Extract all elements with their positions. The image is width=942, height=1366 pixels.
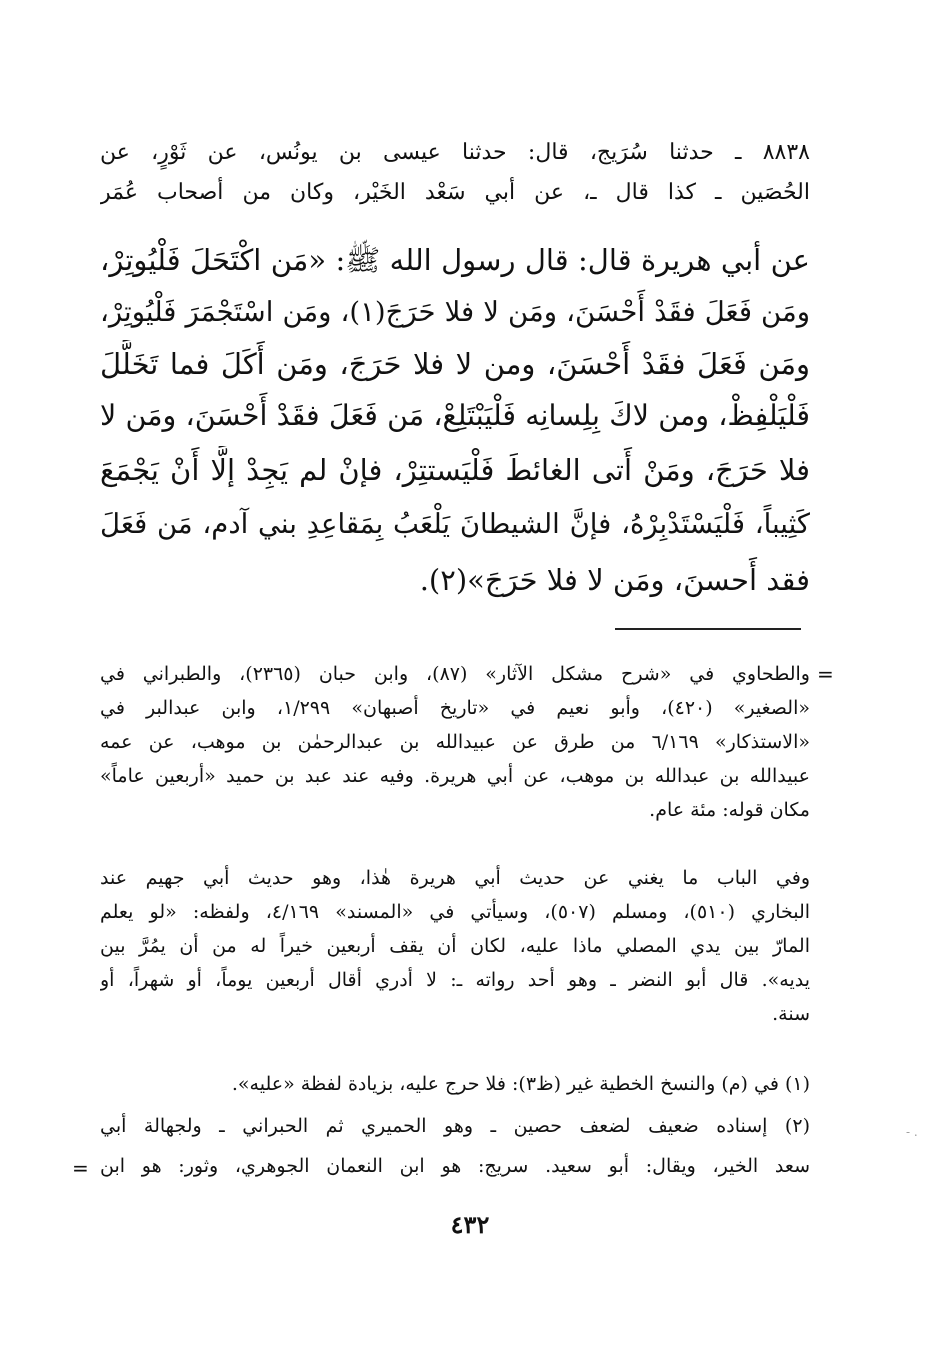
matn-line: فَلْيَلْفِظْ، ومن لاكَ بِلِسانِه فَلْيَبْتَلِعْ، مَن فَعَلَ فقَدْ أَحْسَنَ، ومَن لا [100, 399, 810, 432]
matn-line: ومَن فَعَلَ فقَدْ أَحْسَنَ، ومَن لا فلا حَرَجَ(١)، ومَن اسْتَجْمَرَ فَلْيُوتِرْ، [100, 296, 810, 328]
isnad-line: ٨٨٣٨ ـ حدثنا سُرَيج، قال: حدثنا عيسى بن يونُس، عن ثَوْرٍ، عن [100, 140, 810, 165]
note-line: «الاستذكار» ٦/١٦٩ من طرق عن عبيدالله بن عبدالرحمٰن بن موهب، عن عمه [100, 731, 810, 753]
footnote-2: (٢) إسناده ضعيف لضعف حصين ـ وهو الحميري ثم الحبراني ـ ولجهالة أبي [100, 1115, 810, 1137]
note-line: عبيدالله بن عبدالله بن موهب، عن أبي هريرة. وفيه عند عبد بن حميد «أربعين عاماً» [100, 765, 810, 787]
note-line: المارّ بين يدي المصلي ماذا عليه، لكان أن يقف أربعين خيراً له من أن يمُرَّ بين [100, 935, 810, 957]
matn-line: ومَن فَعَلَ فقَدْ أَحْسَنَ، ومن لا فلا حَرَجَ، ومَن أَكَلَ فما تَخَلَّلَ [100, 347, 810, 381]
scan-mark: - . [906, 1125, 918, 1139]
footnote-divider [615, 628, 801, 630]
footnote-2-cont: سعد الخير، ويقال: أبو سعيد. سريج: هو ابن النعمان الجوهري، وثور: هو ابن [100, 1155, 810, 1177]
note-line: مكان قوله: مئة عام. [649, 799, 810, 821]
continuation-mark: = [817, 662, 834, 686]
note-line: والطحاوي في «شرح مشكل الآثار» (٨٧)، وابن حبان (٢٣٦٥)، والطبراني في [100, 663, 810, 685]
footnote-1: (١) في (م) والنسخ الخطية غير (ظ٣): فلا حرج عليه، بزيادة لفظة «عليه». [231, 1073, 810, 1095]
matn-line: عن أبي هريرة قال: قال رسول الله ﷺ: «مَن اكْتَحَلَ فَلْيُوتِرْ، [100, 243, 810, 277]
note-line: سنة. [772, 1003, 810, 1025]
matn-line: كَثِيباً، فَلْيَسْتَدْبِرْهُ، فإنَّ الشيطانَ يَلْعَبُ بِمَقاعِدِ بني آدم، مَن فَعَلَ [100, 508, 810, 540]
note-line: «الصغير» (٤٢٠)، وأبو نعيم في «تاريخ أصبهان» ١/٢٩٩، وابن عبدالبر في [100, 697, 810, 719]
matn-line: فلا حَرَجَ، ومَنْ أَتى الغائطَ فَلْيَستتِرْ، فإنْ لم يَجِدْ إلَّا أَنْ يَجْمَعَ [100, 453, 810, 487]
note-line: البخاري (٥١٠)، ومسلم (٥٠٧)، وسيأتي في «المسند» ٤/١٦٩، ولفظه: «لو يعلم [100, 901, 810, 923]
isnad-line: الحُصَين ـ كذا قال ـ، عن أبي سَعْد الخَيْر، وكان من أصحاب عُمَر [100, 180, 810, 205]
page-number: ٤٣٢ [450, 1210, 490, 1239]
matn-line: فقد أَحسنَ، ومَن لا فلا حَرَجَ»(٢). [419, 563, 810, 597]
continuation-mark: = [72, 1156, 89, 1180]
note-line: وفي الباب ما يغني عن حديث أبي هريرة هٰذا، وهو حديث أبي جهيم عند [100, 867, 810, 889]
note-line: يديه». قال أبو النضر ـ وهو أحد رواته ـ: لا أدري أقال أربعين يوماً، أو شهراً، أو [100, 969, 810, 991]
